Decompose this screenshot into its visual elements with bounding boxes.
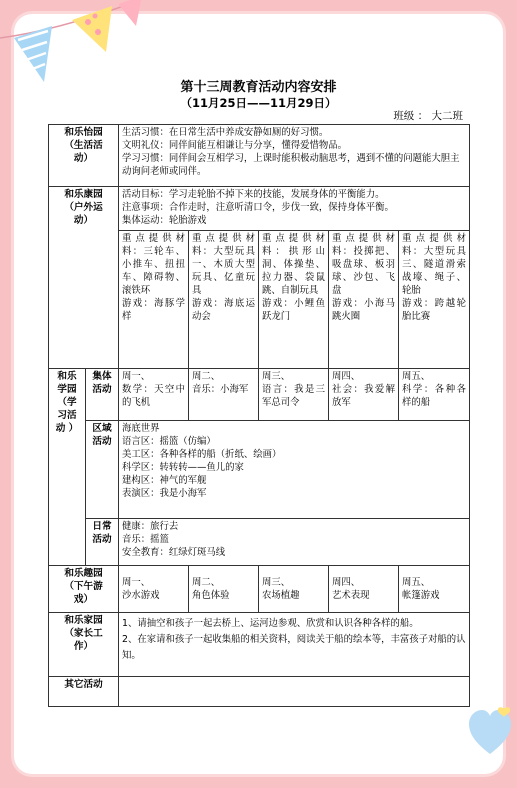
life-etiquette-text: 文明礼仪：同伴间能互相谦让与分享，懂得爱惜物品。 [122,140,348,151]
afternoon-row [49,566,470,613]
afternoon-day-cell: 周三、 农场植趣 [259,566,329,613]
life-row [49,125,470,187]
study-area-row [49,421,470,519]
outdoor-day-cell: 重点提供材料：投掷把、吸盘球、板羽球、沙包、飞盘 游戏：小海马跳火圈 [329,231,399,369]
daily-item-text: 音乐：摇篮 [122,534,169,545]
heart-icon [469,706,511,758]
family-content [119,613,470,677]
other-content [119,677,470,707]
life-habit-text: 生活习惯：在日常生活中养成安静如厕的好习惯。 [122,127,329,138]
family-row [49,613,470,677]
area-item-text: 表演区：我是小海军 [122,488,207,499]
study-daily-row [49,519,470,566]
outdoor-collective-text: 集体运动：轮胎游戏 [122,215,207,226]
class-label: 班级 ： 大二班 [393,110,463,122]
outdoor-goal-row [49,187,470,231]
page-title: 第十三周教育活动内容安排 [180,80,337,95]
area-activity-label: 区域 活动 [86,421,119,519]
area-activity-content [119,421,470,519]
area-item-text: 美工区：各种各样的船（折纸、绘画） [122,449,282,460]
family-section-label: 和乐家园 （家长工 作） [49,613,119,677]
daily-activity-label: 日常 活动 [86,519,119,566]
group-day-cell: 周五、 科学：各种各样的船 [399,369,470,421]
outdoor-day-cell: 重点提供材料：大型玩具一、木质大型玩具、亿童玩具 游戏：海底运动会 [189,231,259,369]
life-content [119,125,470,187]
life-section-label: 和乐怡园 （生活活 动） [49,125,119,187]
area-item-text: 语言区：摇篮（仿编） [122,436,216,447]
study-section-label: 和乐 学园 （学 习活 动 ） [49,369,86,566]
afternoon-section-label: 和乐趣园 （下午游 戏） [49,566,119,613]
outdoor-notes-text: 注意事项：合作走时，注意听清口令，步伐一致，保持身体平衡。 [122,202,394,213]
outdoor-section-label: 和乐康园 （户外运 动） [49,187,119,369]
daily-item-text: 健康：旅行去 [122,521,179,532]
family-item-text: 2、在家请和孩子一起收集船的相关资料，阅读关于船的绘本等，丰富孩子对船的认知。 [122,634,466,661]
area-item-text: 科学区：转转转——鱼儿的家 [122,462,244,473]
outdoor-goal-text: 活动目标：学习走轮胎不掉下来的技能，发展身体的平衡能力。 [122,189,385,200]
study-group-row [49,369,470,421]
afternoon-day-cell: 周四、 艺术表现 [329,566,399,613]
area-item-text: 建构区：神气的军舰 [122,475,207,486]
area-theme-text: 海底世界 [122,423,160,434]
family-item-text: 1、请抽空和孩子一起去桥上、运河边参观、欣赏和认识各种各样的船。 [122,618,419,629]
outdoor-goal-content [119,187,470,231]
schedule-table [48,124,470,707]
afternoon-day-cell: 周五、 帐篷游戏 [399,566,470,613]
afternoon-day-cell: 周二、 角色体验 [189,566,259,613]
daily-item-text: 安全教育：红绿灯斑马线 [122,547,226,558]
group-day-cell: 周四、 社会：我爱解放军 [329,369,399,421]
afternoon-day-cell: 周一、 沙水游戏 [119,566,189,613]
other-section-label: 其它活动 [49,677,119,707]
group-activity-label: 集体 活动 [86,369,119,421]
outdoor-day-cell: 重点提供材料：拱形山洞、体操垫、拉力器、袋鼠跳、自制玩具 游戏：小鲤鱼跃龙门 [259,231,329,369]
daily-activity-content [119,519,470,566]
outdoor-day-cell: 重点提供材料：三轮车、小推车、扭扭车、障碍物、滚铁环 游戏：海豚学样 [119,231,189,369]
group-day-cell: 周一、 数学：天空中的飞机 [119,369,189,421]
outdoor-day-cell: 重点提供材料：大型玩具三、隧道滑索战壕、绳子、轮胎 游戏：跨越轮胎比赛 [399,231,470,369]
life-study-habit-text: 学习习惯：同伴间会互相学习，上课时能积极动脑思考，遇到不懂的问题能大胆主动询问老师或同伴。 [122,153,460,177]
date-range: （11月25日——11月29日） [180,96,337,110]
group-day-cell: 周三、 语言：我是三军总司令 [259,369,329,421]
other-row [49,677,470,707]
group-day-cell: 周二、 音乐：小海军 [189,369,259,421]
